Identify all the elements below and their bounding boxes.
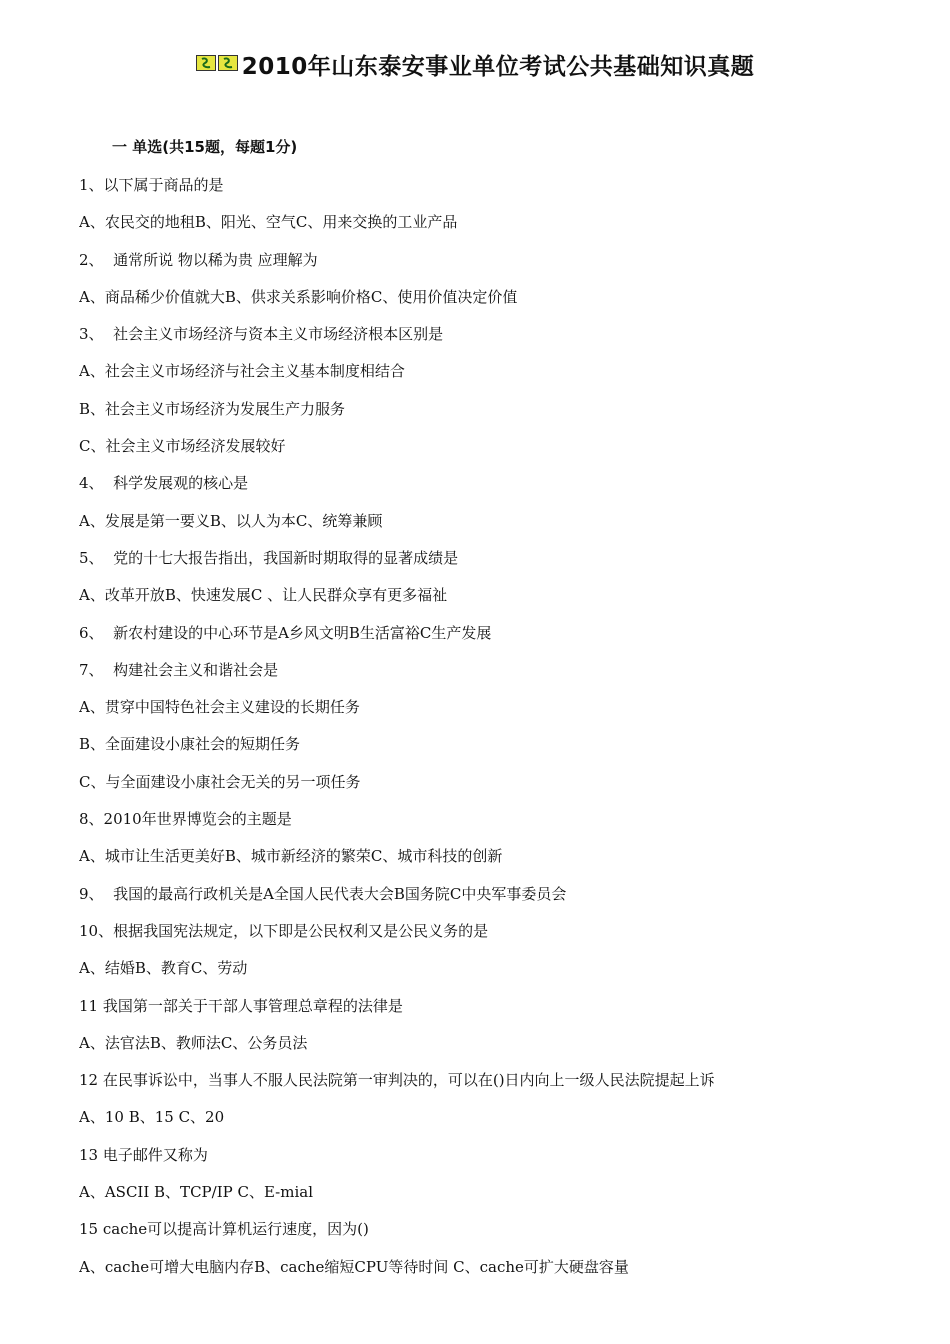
answer-option-line: B、社会主义市场经济为发展生产力服务 [79,399,346,418]
answer-option-line: A、贯穿中国特色社会主义建设的长期任务 [79,698,360,717]
answer-options-line: A、10 B、15 C、20 [79,1108,225,1127]
answer-option-line: B、全面建设小康社会的短期任务 [79,735,301,754]
answer-options-line: A、ASCII B、TCP/IP C、E-mial [79,1183,314,1202]
answer-options-line: A、城市让生活更美好B、城市新经济的繁荣C、城市科技的创新 [79,847,503,866]
answer-options-line: A、cache可增大电脑内存B、cache缩短CPU等待时间 C、cache可扩大硬盘容量 [79,1257,629,1276]
answer-option-line: A、社会主义市场经济与社会主义基本制度相结合 [79,362,405,381]
answer-options-line: A、农民交的地租B、阳光、空气C、用来交换的工业产品 [79,213,458,232]
answer-options-line: A、结婚B、教育C、劳动 [79,959,248,978]
document-title: 2010年山东泰安事业单位考试公共基础知识真题 [241,54,755,80]
question-line: 15 cache可以提高计算机运行速度，因为() [79,1220,369,1239]
question-line: 3、 社会主义市场经济与资本主义市场经济根本区别是 [79,325,444,344]
question-line: 13 电子邮件又称为 [79,1145,208,1164]
question-line: 1、以下属于商品的是 [79,176,224,194]
question-line: 7、 构建社会主义和谐社会是 [79,660,279,679]
question-line: 10、根据我国宪法规定，以下即是公民权利又是公民义务的是 [79,921,489,940]
section-heading: 一 单选(共15题，每题1分) [112,138,298,156]
answer-option-line: C、社会主义市场经济发展较好 [79,437,286,456]
book-icon [218,55,238,71]
question-line: 9、 我国的最高行政机关是A全国人民代表大会B国务院C中央军事委员会 [79,884,567,903]
book-icon [196,55,216,71]
answer-options-line: A、发展是第一要义B、以人为本C、统筹兼顾 [79,511,383,530]
question-line: 11 我国第一部关于干部人事管理总章程的法律是 [79,996,403,1015]
answer-options-line: A、改革开放B、快速发展C 、让人民群众享有更多福祉 [79,586,448,605]
question-line: 2、 通常所说 物以稀为贵 应理解为 [79,250,318,269]
question-line: 8、2010年世界博览会的主题是 [79,810,292,829]
question-line: 6、 新农村建设的中心环节是A乡风文明B生活富裕C生产发展 [79,623,492,642]
answer-options-line: A、法官法B、教师法C、公务员法 [79,1033,308,1052]
question-line: 12 在民事诉讼中，当事人不服人民法院第一审判决的，可以在()日内向上一级人民法院提起上诉 [79,1071,715,1090]
question-line: 5、 党的十七大报告指出，我国新时期取得的显著成绩是 [79,548,459,567]
title-icons [196,52,240,71]
document-title-row [0,48,950,81]
answer-option-line: C、与全面建设小康社会无关的另一项任务 [79,772,361,791]
question-line: 4、 科学发展观的核心是 [79,474,249,493]
question-list [79,174,909,1293]
answer-options-line: A、商品稀少价值就大B、供求关系影响价格C、使用价值决定价值 [79,287,518,306]
